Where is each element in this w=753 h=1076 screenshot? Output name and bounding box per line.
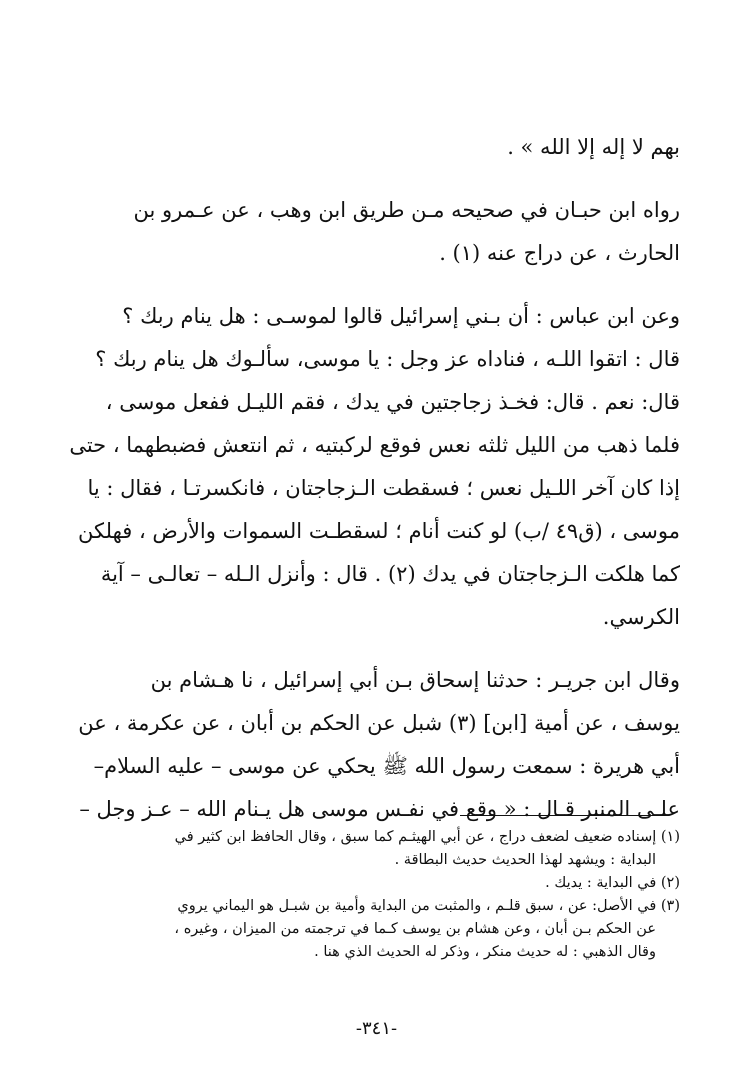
footnote-line: (١) إسناده ضعيف لضعف دراج ، عن أبي الهيثـم كما سبق ، وقال الحافظ ابن كثير في: [174, 829, 680, 845]
footnote-line: (٣) في الأصل: عن ، سبق قلـم ، والمثبت من البداية وأمية بن شبـل هو اليماني يروي: [177, 898, 680, 914]
text-line: يوسف ، عن أمية [ابن] (٣) شبل عن الحكم بن أبان ، عن عكرمة ، عن: [78, 711, 680, 735]
footnote-line: البداية : ويشهد لهذا الحديث حديث البطاقة .: [394, 852, 656, 868]
text-line: موسى ، (ق٤٩ /ب) لو كنت أنام ؛ لسقطـت السموات والأرض ، فهلكن: [78, 519, 680, 543]
paragraph-gap: [90, 639, 680, 659]
text-line: الحارث ، عن دراج عنه (١) .: [439, 241, 680, 265]
text-line: وعن ابن عباس : أن بـني إسرائيل قالوا لموسـى : هل ينام ربك ؟: [122, 304, 680, 328]
text-line: قال : اتقوا اللـه ، فناداه عز وجل : يا موسى، سألـوك هل ينام ربك ؟: [95, 347, 680, 371]
text-line: أبي هريرة : سمعت رسول الله ﷺ يحكي عن موسى – عليه السلام–: [93, 754, 680, 778]
paragraph-gap: [90, 275, 680, 295]
footnote-separator: [460, 815, 668, 816]
text-line: قال: نعم . قال: فخـذ زجاجتين في يدك ، فقم الليـل ففعل موسى ،: [105, 390, 680, 414]
text-line: إذا كان آخر اللـيل نعس ؛ فسقطت الـزجاجتان ، فانكسرتـا ، فقال : يا: [87, 476, 680, 500]
paragraph-gap: [90, 169, 680, 189]
text-line: وقال ابن جريـر : حدثنا إسحاق بـن أبي إسرائيل ، نا هـشام بن: [150, 668, 680, 692]
text-line: الكرسي.: [602, 605, 680, 629]
footnotes: [90, 826, 680, 964]
page-number: -٣٤١-: [355, 1018, 398, 1039]
text-line: رواه ابن حبـان في صحيحه مـن طريق ابن وهب ، عن عـمرو بن: [133, 198, 680, 222]
text-line: كما هلكت الـزجاجتان في يدك (٢) . قال : وأنزل الـله – تعالـى – آية: [100, 562, 680, 586]
text-line: فلما ذهب من الليل ثلثه نعس فوقع لركبتيه ، ثم انتعش فضبطهما ، حتى: [69, 433, 680, 457]
text-line: علـى المنبر قـال : « وقع في نفـس موسى هل يـنام الله – عـز وجل –: [79, 797, 680, 821]
footnote-line: (٢) في البداية : يديك .: [545, 875, 680, 891]
main-text: [69, 126, 680, 831]
text-line: بهم لا إله إلا الله » .: [507, 135, 680, 159]
footnote-line: عن الحكم بـن أبان ، وعن هشام بن يوسف كـما في ترجمته من الميزان ، وغيره ،: [174, 921, 656, 937]
footnote-line: وقال الذهبي : له حديث منكر ، وذكر له الحديث الذي هنا .: [314, 944, 656, 960]
